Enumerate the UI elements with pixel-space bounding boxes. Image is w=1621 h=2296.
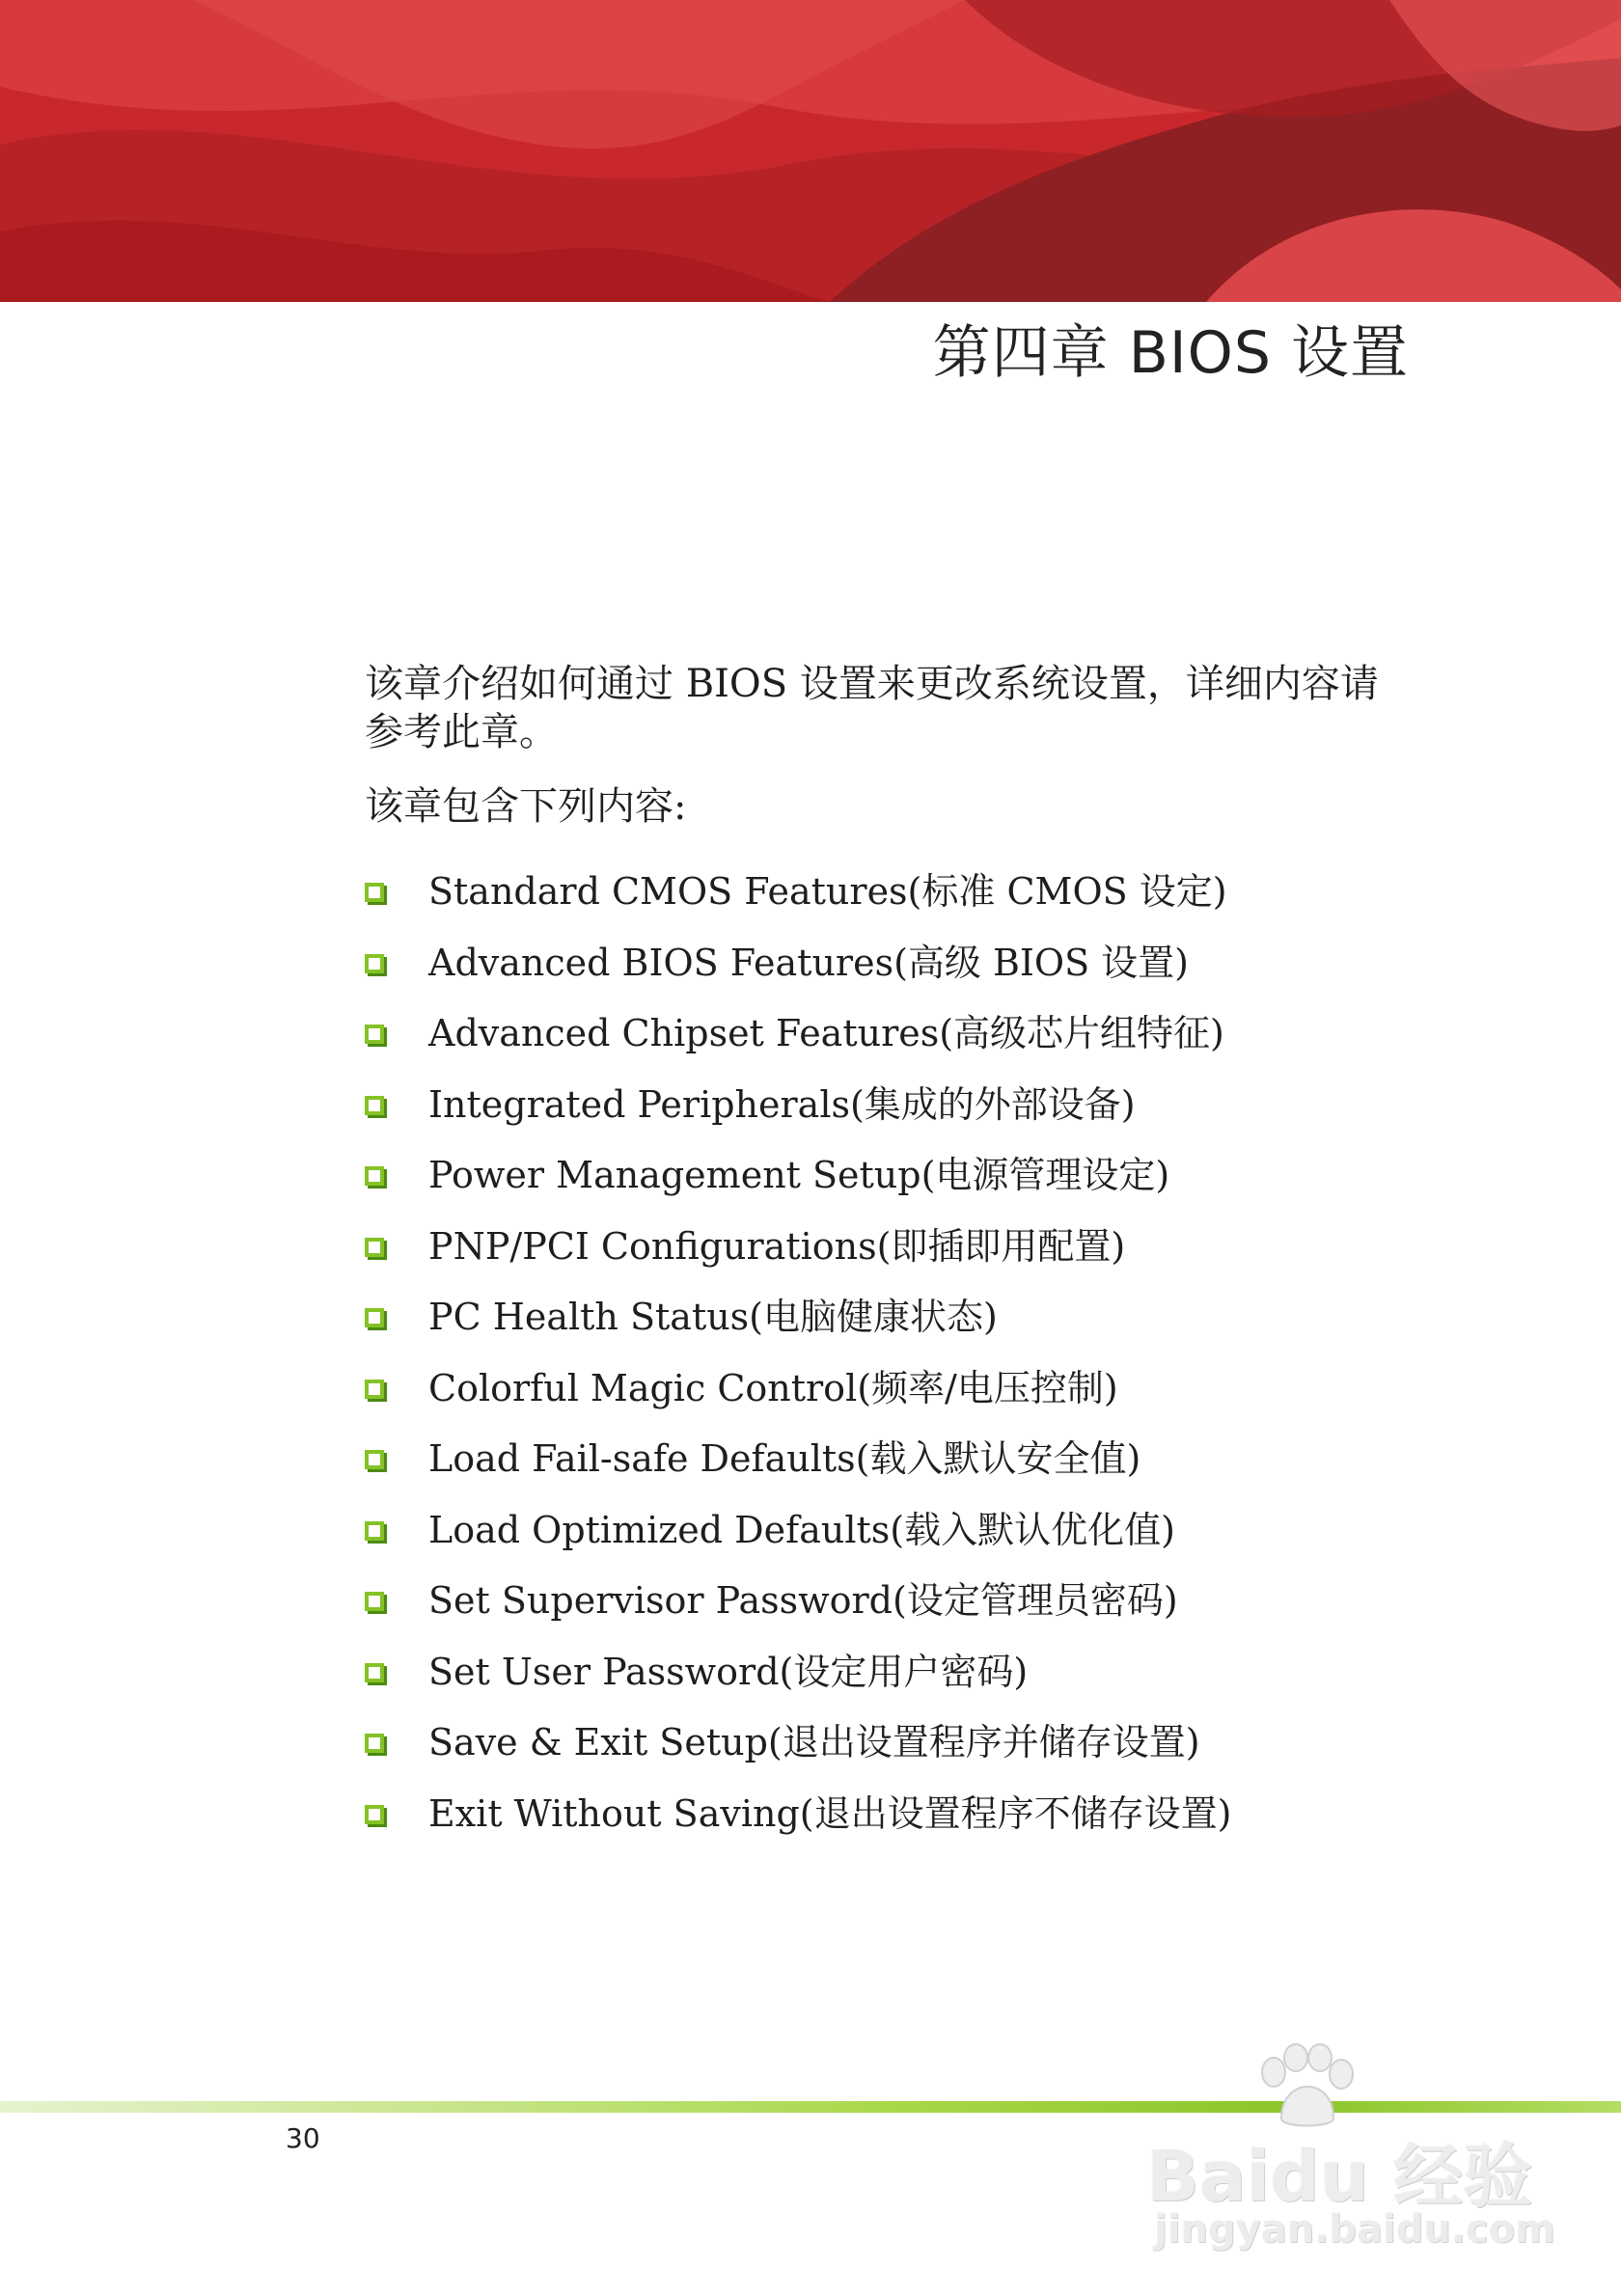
list-item-label: Load Optimized Defaults(载入默认优化值) xyxy=(428,1508,1175,1551)
intro-paragraph: 该章介绍如何通过 BIOS 设置来更改系统设置，详细内容请参考此章。 xyxy=(365,662,1379,754)
list-item xyxy=(365,1648,1231,1719)
baidu-watermark xyxy=(1146,2043,1555,2255)
list-item-label: Exit Without Saving(退出设置程序不储存设置) xyxy=(428,1791,1232,1835)
list-item-label: Load Fail-safe Defaults(载入默认安全值) xyxy=(428,1437,1141,1480)
checkbox-bullet-icon xyxy=(365,883,384,902)
list-item xyxy=(365,1080,1231,1152)
checkbox-bullet-icon xyxy=(365,1238,384,1257)
watermark-brand: Baidu 经验 xyxy=(1146,2136,1533,2217)
list-item-label: PNP/PCI Configurations(即插即用配置) xyxy=(428,1224,1126,1268)
watermark-url: jingyan.baidu.com xyxy=(1154,2207,1555,2252)
checkbox-bullet-icon xyxy=(365,1450,384,1469)
checkbox-bullet-icon xyxy=(365,1734,384,1753)
bios-menu-list xyxy=(365,867,1231,1860)
list-item xyxy=(365,1222,1231,1294)
chapter-title: 第四章 BIOS 设置 xyxy=(932,319,1409,387)
list-item xyxy=(365,1435,1231,1506)
checkbox-bullet-icon xyxy=(365,1166,384,1186)
checkbox-bullet-icon xyxy=(365,1308,384,1327)
list-item-label: Advanced BIOS Features(高级 BIOS 设置) xyxy=(428,941,1189,984)
list-item xyxy=(365,1364,1231,1435)
list-item xyxy=(365,1718,1231,1790)
list-item-label: Colorful Magic Control(频率/电压控制) xyxy=(428,1366,1118,1409)
list-item-label: Standard CMOS Features(标准 CMOS 设定) xyxy=(428,870,1227,913)
checkbox-bullet-icon xyxy=(365,1663,384,1682)
paw-logo-icon xyxy=(1252,2043,1359,2130)
list-item-label: PC Health Status(电脑健康状态) xyxy=(428,1296,998,1338)
checkbox-bullet-icon xyxy=(365,1380,384,1399)
list-item-label: Set User Password(设定用户密码) xyxy=(428,1650,1029,1693)
list-item xyxy=(365,1009,1231,1080)
list-item-label: Set Supervisor Password(设定管理员密码) xyxy=(428,1579,1178,1622)
checkbox-bullet-icon xyxy=(365,1025,384,1044)
checkbox-bullet-icon xyxy=(365,1805,384,1824)
list-item-label: Advanced Chipset Features(高级芯片组特征) xyxy=(428,1012,1224,1054)
list-item-label: Integrated Peripherals(集成的外部设备) xyxy=(428,1082,1136,1126)
contents-label: 该章包含下列内容: xyxy=(365,784,687,829)
list-item xyxy=(365,1790,1231,1861)
checkbox-bullet-icon xyxy=(365,1592,384,1611)
list-item xyxy=(365,867,1231,939)
checkbox-bullet-icon xyxy=(365,1096,384,1115)
list-item-label: Save & Exit Setup(退出设置程序并储存设置) xyxy=(428,1721,1200,1763)
page-number: 30 xyxy=(286,2122,320,2154)
header-banner xyxy=(0,0,1621,302)
list-item-label: Power Management Setup(电源管理设定) xyxy=(428,1154,1170,1196)
checkbox-bullet-icon xyxy=(365,1521,384,1541)
list-item xyxy=(365,1576,1231,1648)
list-item xyxy=(365,1293,1231,1364)
list-item xyxy=(365,1151,1231,1222)
checkbox-bullet-icon xyxy=(365,954,384,973)
list-item xyxy=(365,1506,1231,1577)
list-item xyxy=(365,939,1231,1010)
